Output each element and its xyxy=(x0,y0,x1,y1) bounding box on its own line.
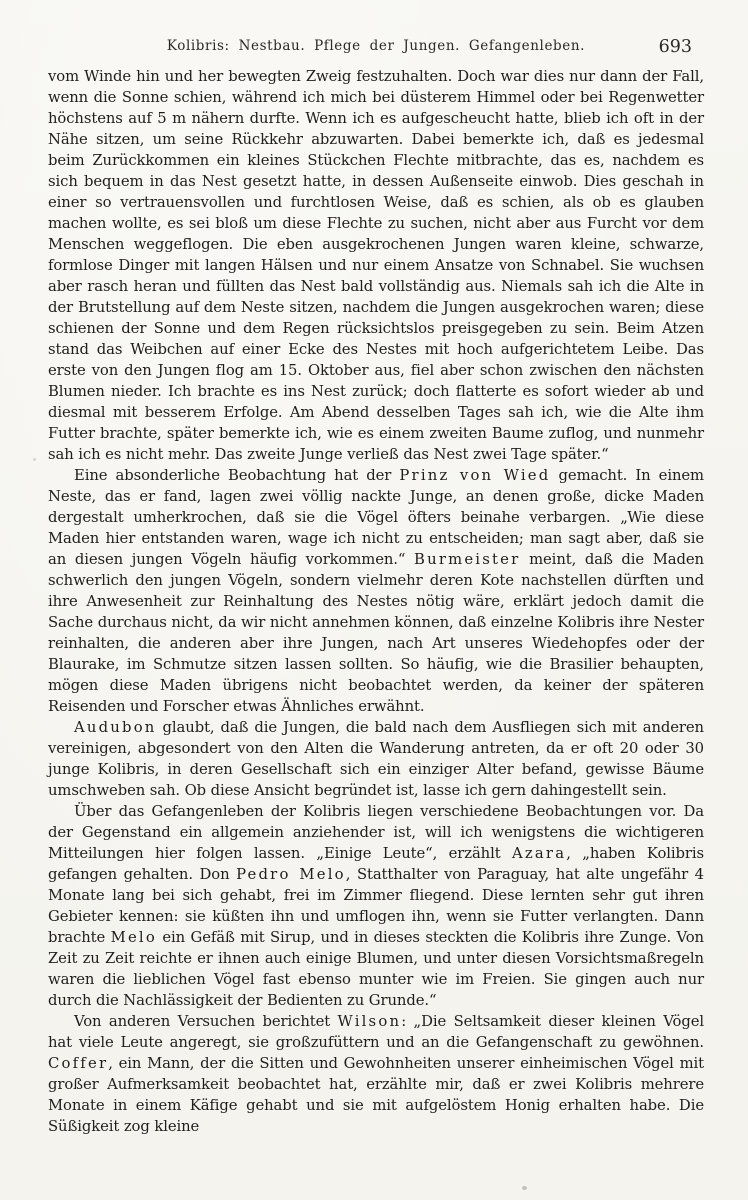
text-run: ein Gefäß mit Sirup, und in dieses steckten die Kolibris ihre Zunge. Von Zeit zu Zeit reichte er ihnen auch einige Blumen, und unter diesen Vorsichtsmaßregeln waren die lieblichen Vögel fast ebenso munter wie im Freien. Sie gingen auch nur durch die Nachlässigkeit der Bedienten zu Grunde.“ xyxy=(48,929,704,1009)
person-name: Pedro Melo xyxy=(236,866,346,883)
person-name: Audubon xyxy=(74,719,157,736)
person-name: Azara xyxy=(512,845,567,862)
paragraph xyxy=(48,1011,704,1137)
paragraph xyxy=(48,801,704,1011)
text-run: meint, daß die Maden schwerlich den jungen Vögeln, sondern vielmehr deren Kote nachstellen dürften und ihre Anwesenheit zur Reinhaltung des Nestes nötig wäre, erklärt jedoch damit die Sache durchaus nicht, da wir nicht annehmen können, daß einzelne Kolibris ihre Nester reinhalten, die anderen aber ihre Jungen, nach Art unseres Wiedehopfes oder der Blaurake, im Schmutze sitzen lassen sollten. So häufig, wie die Brasilier behaupten, mögen diese Maden übrigens nicht beobachtet werden, da keiner der späteren Reisenden und Forscher etwas Ähnliches erwähnt. xyxy=(48,551,704,715)
paragraph xyxy=(48,465,704,717)
person-name: Coffer xyxy=(48,1055,109,1072)
text-run: , „haben Kolibris gefangen gehalten. Don xyxy=(48,845,704,883)
paper-speck xyxy=(33,458,36,461)
person-name: Prinz von Wied xyxy=(399,467,551,484)
text-run: , ein Mann, der die Sitten und Gewohnheiten unserer einheimischen Vögel mit großer Aufmerksamkeit beobachtet hat, erzählte mir, daß er zwei Kolibris mehrere Monate in einem Käfige gehabt und sie mit aufgelöstem Honig erhalten habe. Die Süßigkeit zog kleine xyxy=(48,1055,704,1135)
running-title: Kolibris: Nestbau. Pflege der Jungen. Gefangenleben. xyxy=(166,38,586,54)
text-run: gemacht. In einem Neste, das er fand, lagen zwei völlig nackte Junge, an denen große, dicke Maden dergestalt umherkrochen, daß sie die Vögel öfters beinahe verbargen. „Wie diese Maden hier entstanden waren, wage ich nicht zu entscheiden; man sagt aber, daß sie an diesen jungen Vögeln häufig vorkommen.“ xyxy=(48,467,704,568)
page-header xyxy=(48,38,704,62)
paper-speck xyxy=(522,1186,527,1190)
person-name: Wilson xyxy=(337,1013,402,1030)
page-number: 693 xyxy=(658,37,692,57)
text-run: glaubt, daß die Jungen, die bald nach dem Ausfliegen sich mit anderen vereinigen, abgesondert von den Alten die Wanderung antreten, da er oft 20 oder 30 junge Kolibris, in deren Gesellschaft sich ein einziger Alter befand, gewisse Bäume umschweben sah. Ob diese Ansicht begründet ist, lasse ich gern dahingestellt sein. xyxy=(48,719,704,799)
text-run: vom Winde hin und her bewegten Zweig festzuhalten. Doch war dies nur dann der Fall, wenn die Sonne schien, während ich mich bei düsterem Himmel oder bei Regenwetter höchstens auf 5 m nähern durfte. Wenn ich es aufgescheucht hatte, blieb ich oft in der Nähe sitzen, um seine Rückkehr abzuwarten. Dabei bemerkte ich, daß es jedesmal beim Zurückkommen ein kleines Stückchen Flechte mitbrachte, das es, nachdem es sich bequem in das Nest gesetzt hatte, in dessen Außenseite einwob. Dies geschah in einer so vertrauensvollen und furchtlosen Weise, daß es schien, als ob es glauben machen wollte, es sei bloß um diese Flechte zu suchen, nicht aber aus Furcht vor dem Menschen weggeflogen. Die eben ausgekrochenen Jungen waren kleine, schwarze, formlose Dinger mit langen Hälsen und nur einem Ansatze von Schnabel. Sie wuchsen aber rasch heran und füllten das Nest bald vollständig aus. Niemals sah ich die Alte in der Brutstellung auf dem Neste sitzen, nachdem die Jungen ausgekrochen waren; diese schienen der Sonne und dem Regen rücksichtslos preisgegeben zu sein. Beim Atzen stand das Weibchen auf einer Ecke des Nestes mit hoch aufgerichtetem Leibe. Das erste von den Jungen flog am 15. Oktober aus, fiel aber schon zwischen den nächsten Blumen nieder. Ich brachte es ins Nest zurück; doch flatterte es sofort wieder ab und diesmal mit besserem Erfolge. Am Abend desselben Tages sah ich, wie die Alte ihm Futter brachte, später bemerkte ich, wie es einem zweiten Baume zuflog, und nunmehr sah ich es nicht mehr. Das zweite Junge verließ das Nest zwei Tage später.“ xyxy=(48,68,704,463)
text-run: : „Die Seltsamkeit dieser kleinen Vögel hat viele Leute angeregt, sie großzufüttern und an die Gefangenschaft zu gewöhnen. xyxy=(48,1013,704,1051)
text-run: Von anderen Versuchen berichtet xyxy=(74,1013,338,1030)
paragraph xyxy=(48,717,704,801)
text-run: , Statthalter von Paraguay, hat alte ungefähr 4 Monate lang bei sich gehabt, frei im Zimmer fliegend. Diese lernten sehr gut ihren Gebieter kennen: sie küßten ihn und umflogen ihn, wenn sie Futter verlangten. Dann brachte xyxy=(48,866,704,946)
person-name: Melo xyxy=(110,929,157,946)
text-run: Über das Gefangenleben der Kolibris liegen verschiedene Beobachtungen vor. Da der Gegenstand ein allgemein anziehender ist, will ich wenigstens die wichtigeren Mitteilungen hier folgen lassen. „Einige Leute“, erzählt xyxy=(48,803,704,862)
person-name: Burmeister xyxy=(414,551,521,568)
paper-speck xyxy=(666,597,669,599)
page-body xyxy=(48,66,704,1137)
text-run: Eine absonderliche Beobachtung hat der xyxy=(74,467,400,484)
paragraph xyxy=(48,66,704,465)
